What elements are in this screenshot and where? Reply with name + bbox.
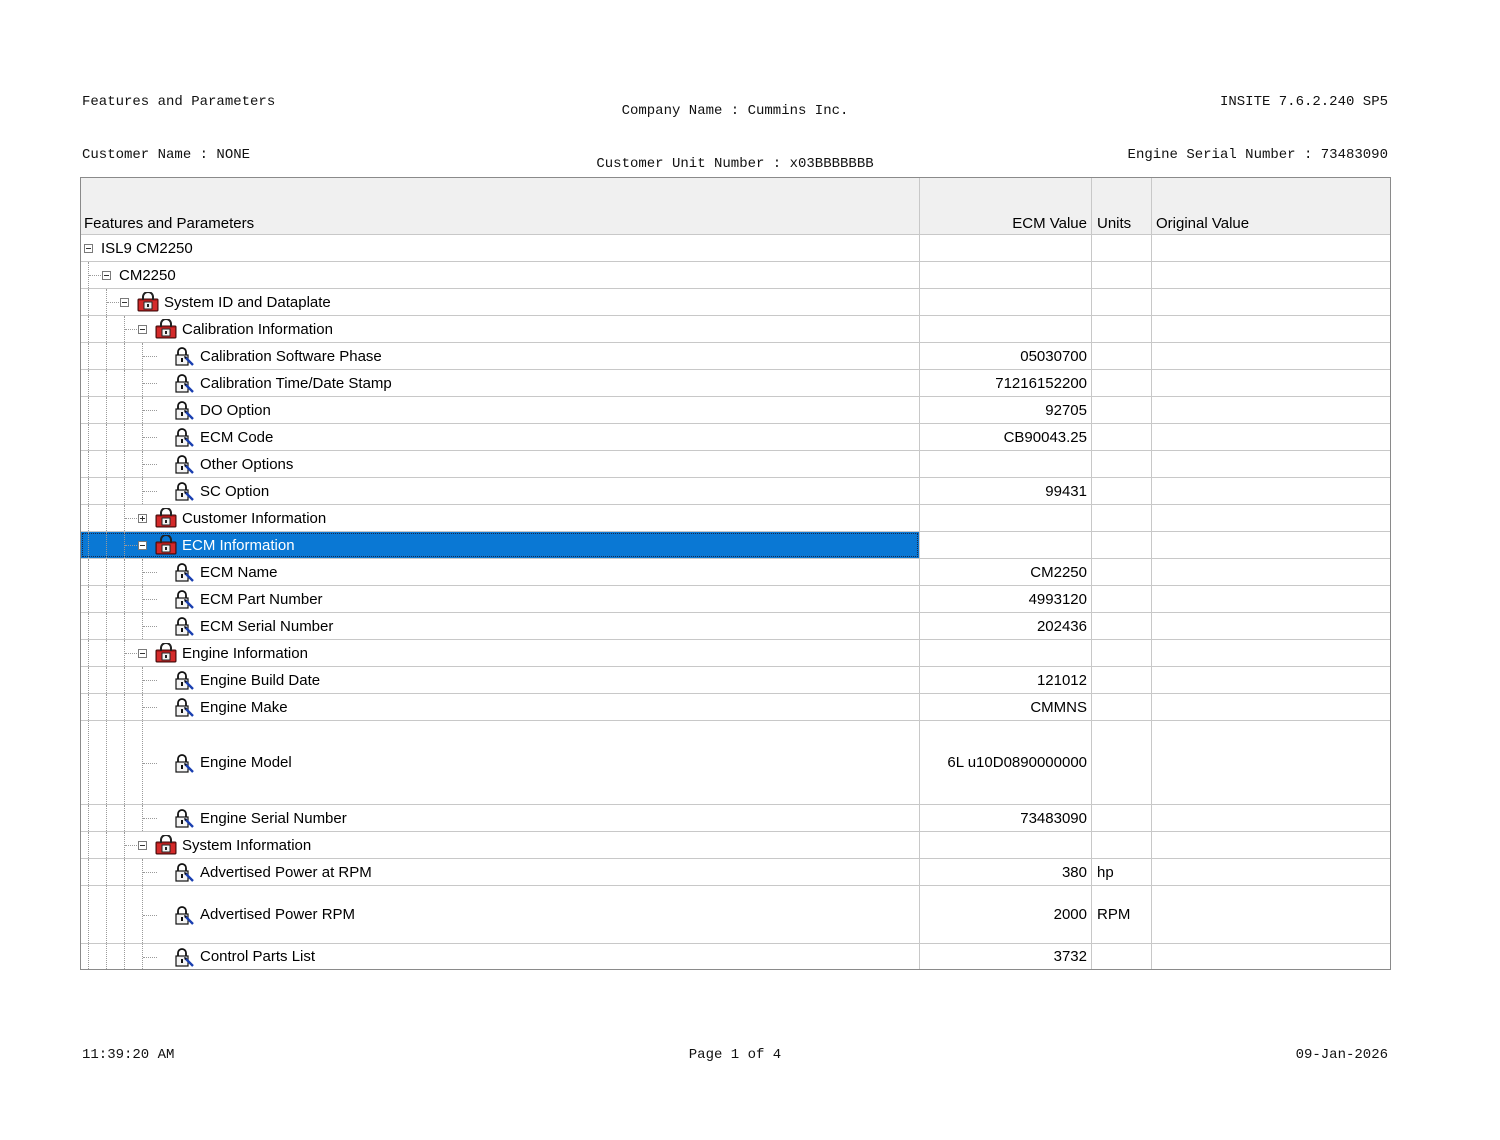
parameter-row[interactable] xyxy=(81,343,1390,370)
group-row[interactable] xyxy=(81,262,1390,289)
ecm-value-cell[interactable] xyxy=(920,451,1087,477)
lock-parameter-icon xyxy=(173,454,195,474)
ecm-value-cell[interactable]: 121012 xyxy=(1036,671,1087,689)
group-label: System Information xyxy=(182,836,312,854)
collapse-icon[interactable] xyxy=(120,298,129,307)
lock-parameter-icon xyxy=(173,947,195,967)
ecm-value-cell[interactable]: 4993120 xyxy=(1028,590,1087,608)
parameter-label: Other Options xyxy=(200,455,294,473)
name-cell xyxy=(81,944,919,969)
lock-parameter-icon xyxy=(173,905,195,925)
units-cell xyxy=(1097,613,1152,639)
units-cell xyxy=(1097,505,1152,531)
ecm-value-cell[interactable]: CB90043.25 xyxy=(1003,428,1087,446)
name-cell xyxy=(81,397,919,423)
lock-parameter-icon xyxy=(173,400,195,420)
units-cell xyxy=(1097,667,1152,693)
units-cell xyxy=(1097,397,1152,423)
group-label: System ID and Dataplate xyxy=(164,293,331,311)
ecm-value-cell[interactable]: 92705 xyxy=(1045,401,1087,419)
name-cell xyxy=(81,451,919,477)
units-cell: RPM xyxy=(1097,906,1131,923)
units-cell xyxy=(1097,235,1152,261)
print-date: 09-Jan-2026 xyxy=(1295,1047,1388,1063)
ecm-value-cell[interactable]: 2000 xyxy=(1053,906,1087,923)
name-cell xyxy=(81,478,919,504)
name-cell xyxy=(81,832,919,858)
group-label: Engine Information xyxy=(182,644,308,662)
insite-version: INSITE 7.6.2.240 SP5 xyxy=(1219,94,1388,110)
grid-header xyxy=(81,178,1390,235)
parameter-label: Engine Model xyxy=(200,754,292,771)
page-indicator: Page 1 of 4 xyxy=(688,1047,782,1063)
parameter-row[interactable] xyxy=(81,559,1390,586)
name-cell xyxy=(81,370,919,396)
ecm-value-cell[interactable]: 99431 xyxy=(1045,482,1087,500)
red-lock-folder-icon xyxy=(155,835,177,855)
column-header-units[interactable]: Units xyxy=(1097,215,1132,232)
ecm-value-cell[interactable]: 202436 xyxy=(1036,617,1087,635)
expand-icon[interactable] xyxy=(138,514,147,523)
lock-parameter-icon xyxy=(173,589,195,609)
name-cell xyxy=(81,289,919,315)
name-cell xyxy=(81,886,919,943)
units-cell xyxy=(1097,289,1152,315)
parameter-label: Calibration Software Phase xyxy=(200,347,382,365)
name-cell xyxy=(81,613,919,639)
customer-name: Customer Name : NONE xyxy=(82,146,251,163)
parameter-label: Calibration Time/Date Stamp xyxy=(200,374,392,392)
parameter-label: ECM Part Number xyxy=(200,590,323,608)
group-label: Calibration Information xyxy=(182,320,333,338)
collapse-icon[interactable] xyxy=(138,649,147,658)
features-parameters-grid xyxy=(80,177,1391,970)
name-cell xyxy=(81,235,919,261)
name-cell xyxy=(81,586,919,612)
parameter-label: Engine Serial Number xyxy=(200,809,347,827)
grid-body xyxy=(81,235,1390,969)
units-cell xyxy=(1097,370,1152,396)
lock-parameter-icon xyxy=(173,808,195,828)
name-cell xyxy=(81,262,919,288)
parameter-label: Engine Make xyxy=(200,698,288,716)
parameter-label: ECM Code xyxy=(200,428,274,446)
parameter-row[interactable] xyxy=(81,667,1390,694)
parameter-label: Control Parts List xyxy=(200,948,316,965)
name-cell xyxy=(81,532,919,558)
name-cell xyxy=(81,640,919,666)
collapse-icon[interactable] xyxy=(138,841,147,850)
name-cell xyxy=(81,721,919,804)
lock-parameter-icon xyxy=(173,753,195,773)
group-label: Customer Information xyxy=(182,509,327,527)
units-cell xyxy=(1097,586,1152,612)
ecm-value-cell[interactable]: 3732 xyxy=(1053,948,1087,965)
collapse-icon[interactable] xyxy=(138,541,147,550)
units-cell xyxy=(1097,262,1152,288)
lock-parameter-icon xyxy=(173,616,195,636)
ecm-value-cell[interactable] xyxy=(920,505,1087,531)
lock-parameter-icon xyxy=(173,373,195,393)
units-cell xyxy=(1097,316,1152,342)
parameter-row[interactable] xyxy=(81,424,1390,451)
units-cell xyxy=(1097,721,1152,804)
red-lock-folder-icon xyxy=(155,508,177,528)
units-cell xyxy=(1097,343,1152,369)
group-row[interactable] xyxy=(81,532,1390,559)
parameter-row[interactable] xyxy=(81,886,1390,944)
name-cell xyxy=(81,667,919,693)
parameter-row[interactable] xyxy=(81,694,1390,721)
parameter-label: DO Option xyxy=(200,401,271,419)
group-row[interactable] xyxy=(81,640,1390,667)
name-cell xyxy=(81,805,919,831)
ecm-value-cell[interactable] xyxy=(920,532,1087,558)
lock-parameter-icon xyxy=(173,862,195,882)
lock-parameter-icon xyxy=(173,697,195,717)
red-lock-folder-icon xyxy=(155,535,177,555)
units-cell xyxy=(1097,640,1152,666)
parameter-row[interactable] xyxy=(81,397,1390,424)
red-lock-folder-icon xyxy=(155,319,177,339)
parameter-row[interactable] xyxy=(81,944,1390,969)
red-lock-folder-icon xyxy=(137,292,159,312)
units-cell: hp xyxy=(1097,863,1114,881)
group-row[interactable] xyxy=(81,235,1390,262)
red-lock-folder-icon xyxy=(155,643,177,663)
parameter-row[interactable] xyxy=(81,613,1390,640)
units-cell xyxy=(1097,478,1152,504)
ecm-value-cell[interactable]: 380 xyxy=(1061,863,1087,881)
column-header-features[interactable]: Features and Parameters xyxy=(84,215,255,232)
units-cell xyxy=(1097,532,1152,558)
collapse-icon[interactable] xyxy=(138,325,147,334)
ecm-value-cell[interactable]: 6L u10D0890000000 xyxy=(947,754,1087,771)
group-label: ISL9 CM2250 xyxy=(101,239,193,257)
ecm-value-cell[interactable] xyxy=(920,832,1087,858)
lock-parameter-icon xyxy=(173,670,195,690)
parameter-row[interactable] xyxy=(81,805,1390,832)
name-cell xyxy=(81,694,919,720)
group-row[interactable] xyxy=(81,505,1390,532)
column-header-original-value[interactable]: Original Value xyxy=(1156,215,1250,232)
parameter-label: Advertised Power at RPM xyxy=(200,863,372,881)
name-cell xyxy=(81,505,919,531)
lock-parameter-icon xyxy=(173,562,195,582)
parameter-row[interactable] xyxy=(81,451,1390,478)
group-row[interactable] xyxy=(81,316,1390,343)
group-row[interactable] xyxy=(81,289,1390,316)
lock-parameter-icon xyxy=(173,481,195,501)
parameter-row[interactable] xyxy=(81,478,1390,505)
units-cell xyxy=(1097,694,1152,720)
parameter-label: Advertised Power RPM xyxy=(200,906,356,923)
ecm-value-cell[interactable] xyxy=(920,262,1087,288)
units-cell xyxy=(1097,451,1152,477)
report-title: Features and Parameters xyxy=(82,94,276,110)
parameter-row[interactable] xyxy=(81,721,1390,805)
ecm-value-cell[interactable] xyxy=(920,640,1087,666)
ecm-value-cell[interactable]: 71216152200 xyxy=(995,374,1087,392)
lock-parameter-icon xyxy=(173,427,195,447)
name-cell xyxy=(81,859,919,885)
parameter-row[interactable] xyxy=(81,586,1390,613)
company-name: Company Name : Cummins Inc. xyxy=(621,103,849,119)
group-label: CM2250 xyxy=(119,266,176,284)
parameter-label: ECM Name xyxy=(200,563,278,581)
units-cell xyxy=(1097,832,1152,858)
group-label: ECM Information xyxy=(182,536,295,554)
ecm-value-cell[interactable] xyxy=(920,289,1087,315)
parameter-label: ECM Serial Number xyxy=(200,617,334,635)
group-row[interactable] xyxy=(81,832,1390,859)
units-cell xyxy=(1097,944,1152,969)
units-cell xyxy=(1097,805,1152,831)
engine-serial-number: Engine Serial Number : 73483090 xyxy=(1127,146,1388,163)
ecm-value-cell[interactable]: 73483090 xyxy=(1020,809,1087,827)
ecm-value-cell[interactable] xyxy=(920,316,1087,342)
name-cell xyxy=(81,316,919,342)
print-time: 11:39:20 AM xyxy=(82,1047,175,1063)
name-cell xyxy=(81,559,919,585)
lock-parameter-icon xyxy=(173,346,195,366)
parameter-row[interactable] xyxy=(81,859,1390,886)
ecm-value-cell[interactable]: CM2250 xyxy=(1030,563,1087,581)
name-cell xyxy=(81,343,919,369)
parameter-row[interactable] xyxy=(81,370,1390,397)
ecm-value-cell[interactable] xyxy=(920,235,1087,261)
name-cell xyxy=(81,424,919,450)
customer-unit-number: Customer Unit Number : x03BBBBBBB xyxy=(596,155,874,172)
collapse-icon[interactable] xyxy=(84,244,93,253)
collapse-icon[interactable] xyxy=(102,271,111,280)
ecm-value-cell[interactable]: CMMNS xyxy=(1030,698,1087,716)
units-cell xyxy=(1097,424,1152,450)
parameter-label: Engine Build Date xyxy=(200,671,321,689)
units-cell xyxy=(1097,559,1152,585)
column-header-ecm-value[interactable]: ECM Value xyxy=(1012,215,1087,232)
parameter-label: SC Option xyxy=(200,482,270,500)
ecm-value-cell[interactable]: 05030700 xyxy=(1020,347,1087,365)
